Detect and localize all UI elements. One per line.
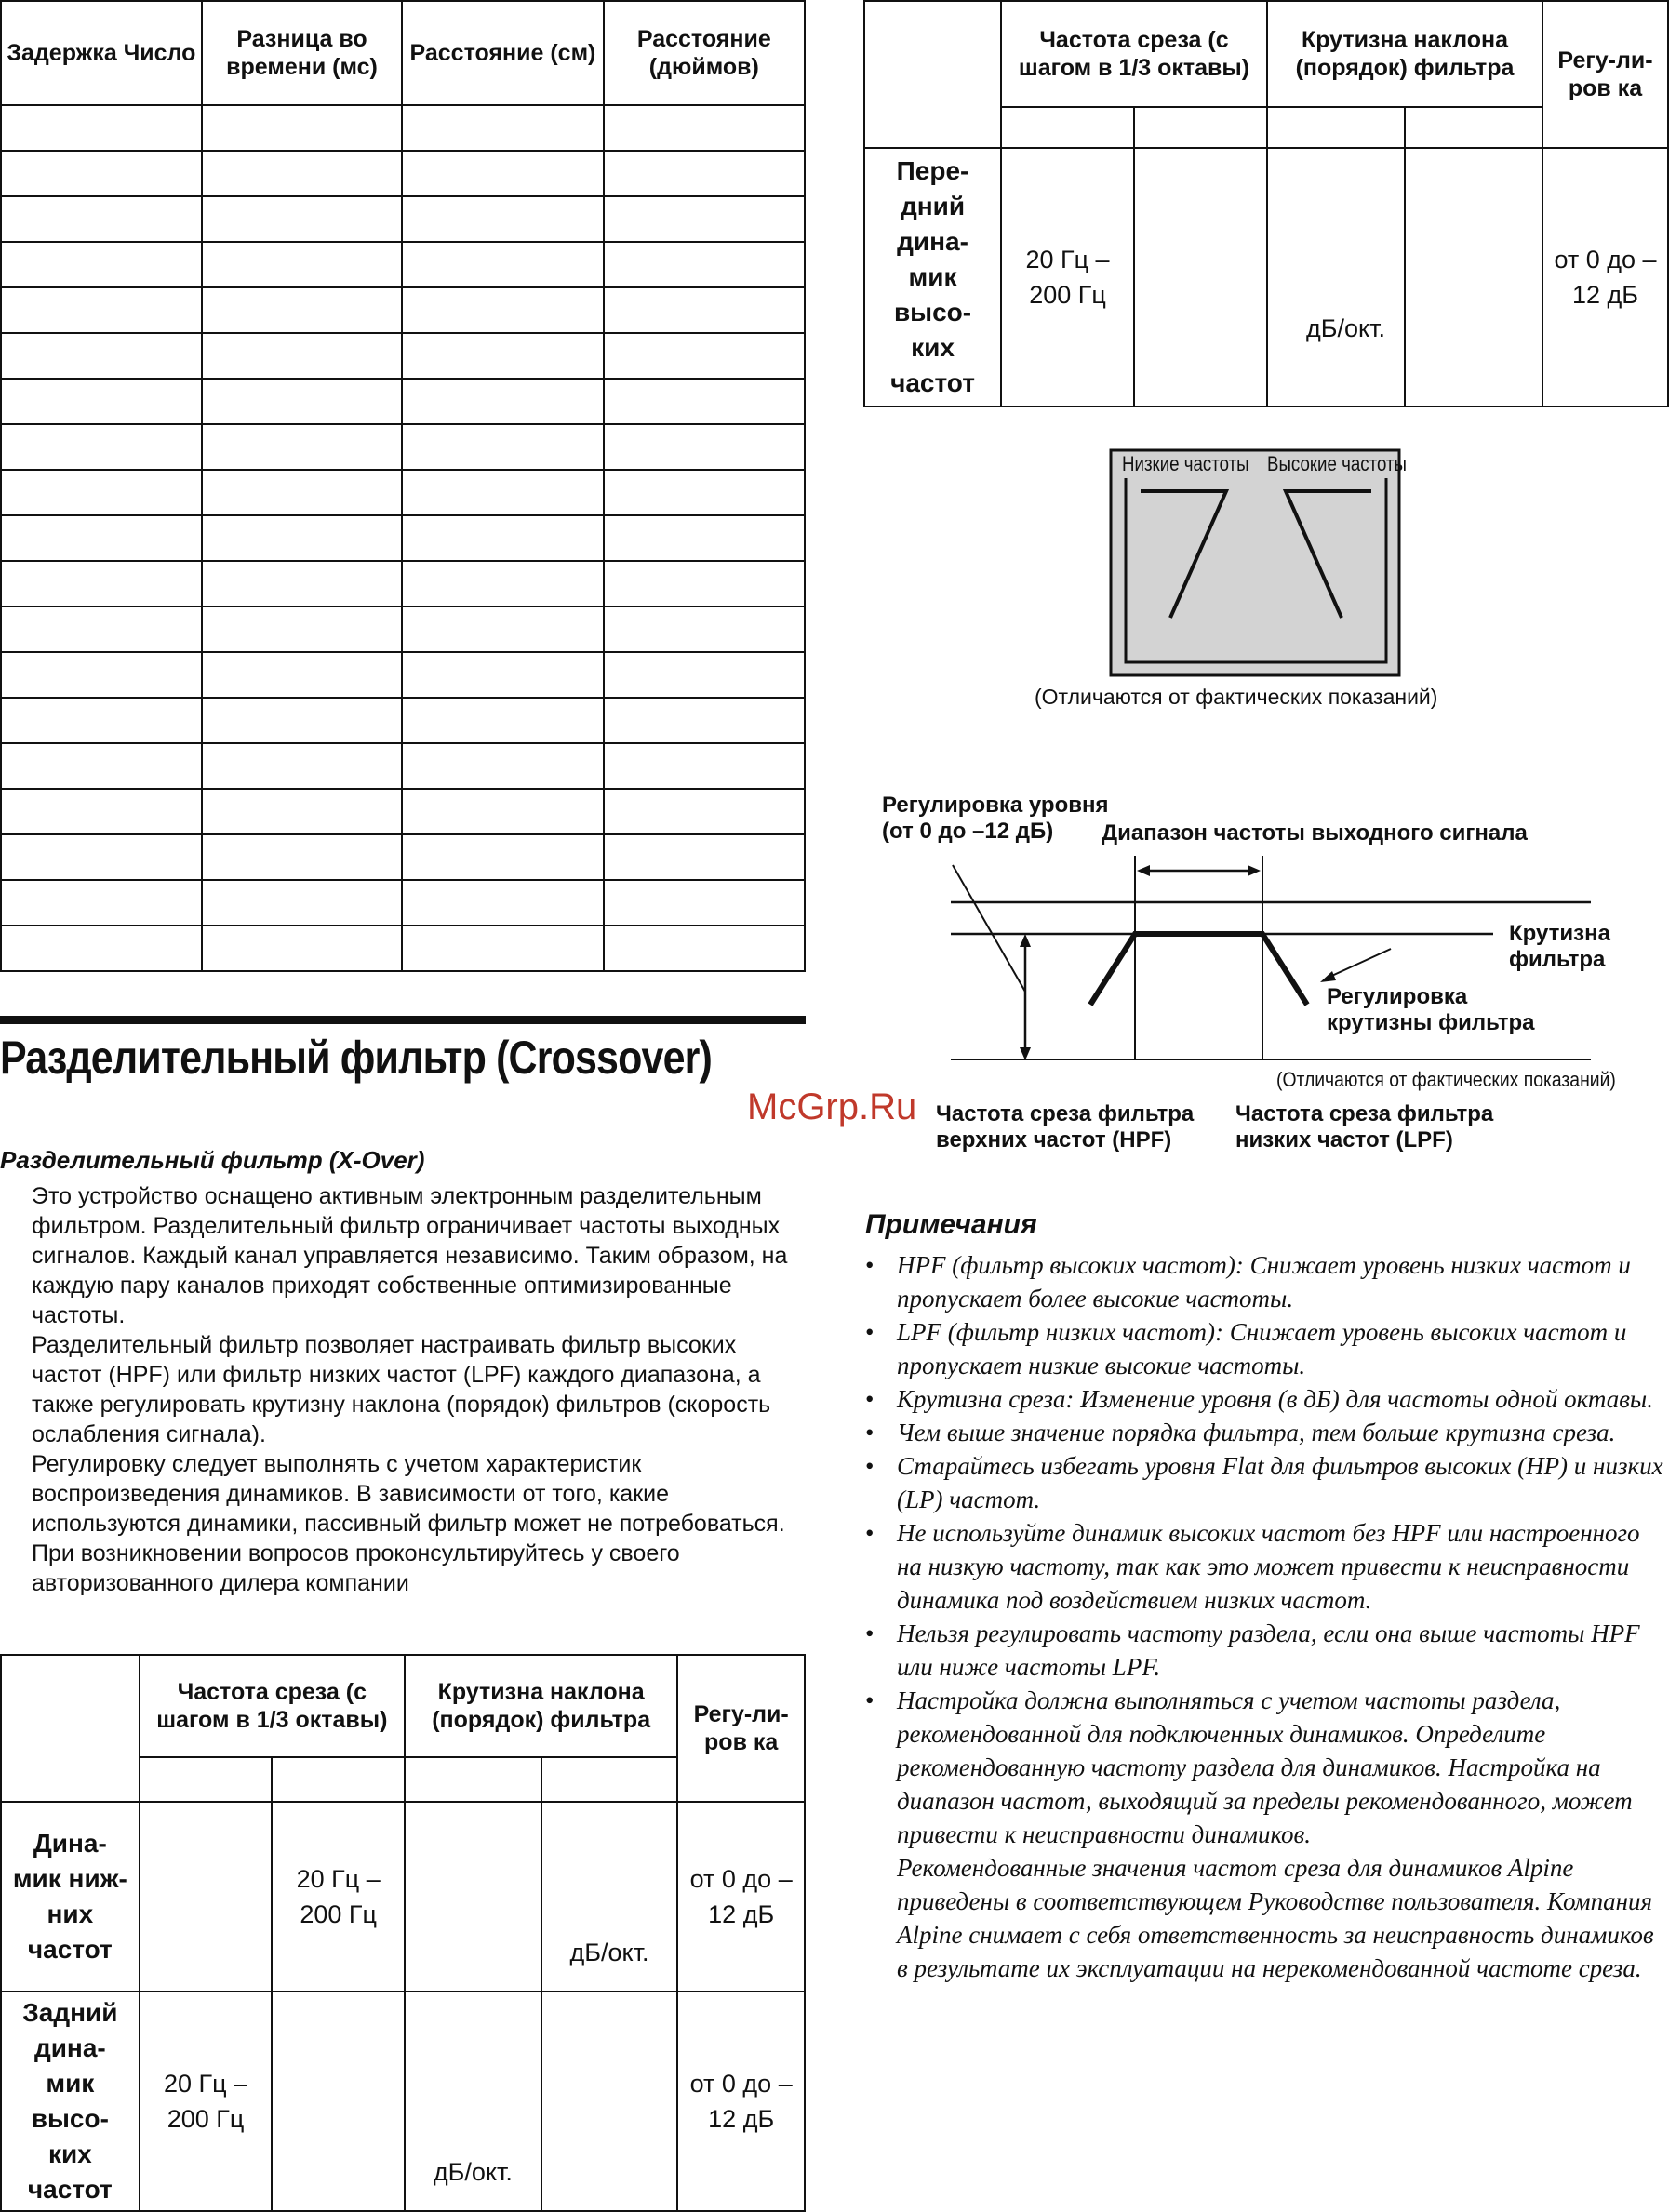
table-cell (402, 333, 603, 379)
slope-empty-cell (541, 1992, 678, 2211)
subheader-cell (541, 1757, 678, 1802)
table-cell (604, 242, 805, 287)
table-cell (604, 333, 805, 379)
slope-empty-cell (1405, 148, 1542, 406)
table-cell (202, 424, 403, 470)
filter-caption: (Отличаются от фактических показаний) (1276, 1068, 1616, 1091)
table-cell (1, 698, 202, 743)
table-row (1, 333, 805, 379)
subheader-cell (1134, 107, 1267, 148)
display-caption: (Отличаются от фактических показаний) (1035, 685, 1438, 709)
subheader-cell (1001, 107, 1134, 148)
table-cell (1, 470, 202, 515)
table-row (1, 424, 805, 470)
table-cell (402, 379, 603, 424)
table-cell (202, 105, 403, 151)
subheader-cell (405, 1757, 541, 1802)
header-time-difference: Разница во времени (мс) (202, 1, 403, 105)
table-cell (604, 515, 805, 561)
note-text: Настройка должна выполняться с учетом частоты раздела, рекомендованной для подключенных динамиков. Определите рекомендованную частоту раздела для динамиков. Настройка на диапазон частот, выходящий за пределы рекомендованного, может привести к неисправности динамиков. (897, 1686, 1633, 1848)
header-distance-cm: Расстояние (см) (402, 1, 603, 105)
table-cell (604, 789, 805, 834)
paragraph: Разделительный фильтр позволяет настраивать фильтр высоких частот (HPF) или фильтр низких частот (LPF) каждого диапазона, а также регулировать крутизну наклона (порядок) фильтров (скорость ослабления сигнала). (32, 1332, 771, 1447)
table-row (1, 789, 805, 834)
table-cell (1, 606, 202, 652)
table-cell (1, 743, 202, 789)
table-cell (202, 652, 403, 698)
table-cell (202, 561, 403, 606)
table-cell (402, 743, 603, 789)
section-body (32, 1181, 804, 1598)
level-value: от 0 до – 12 дБ (1542, 148, 1668, 406)
table-cell (402, 652, 603, 698)
delay-table-header (1, 1, 805, 105)
table-row (1, 743, 805, 789)
table-cell (604, 196, 805, 242)
table-row (1, 196, 805, 242)
table-cell (202, 470, 403, 515)
header-cutoff: Частота среза (с шагом в 1/3 октавы) (1001, 1, 1267, 107)
table-cell (604, 834, 805, 880)
row-label-rear-tweeter: Задний дина-мик высо-ких частот (1, 1992, 140, 2211)
slope-label-2: фильтра (1509, 947, 1606, 972)
table-cell (1, 424, 202, 470)
notes-list (865, 1248, 1665, 1985)
table-row (1, 1992, 805, 2211)
table-row (1, 242, 805, 287)
table-cell (1, 151, 202, 196)
front-crossover-table (863, 0, 1669, 407)
table-cell (202, 333, 403, 379)
table-cell (1, 926, 202, 971)
header-slope: Крутизна наклона (порядок) фильтра (1267, 1, 1542, 107)
low-freq-label: Низкие частоты (1122, 452, 1249, 475)
table-cell (604, 743, 805, 789)
table-row (1, 926, 805, 971)
table-cell (402, 515, 603, 561)
note-item: • Не используйте динамик высоких частот без HPF или настроенного на низкую частоту, так как это может привести к неисправности динамика под воздействием низких частот. (865, 1516, 1665, 1617)
freq-value: 20 Гц – 200 Гц (272, 1802, 405, 1992)
table-row (1, 151, 805, 196)
crossover-display-svg (1096, 443, 1403, 685)
table-cell (402, 789, 603, 834)
slope-adjust-label-2: крутизны фильтра (1327, 1010, 1535, 1035)
table-row (1, 1802, 805, 1992)
table-cell (1, 379, 202, 424)
table-cell (604, 470, 805, 515)
table-row (1, 470, 805, 515)
table-cell (202, 379, 403, 424)
table-cell (402, 561, 603, 606)
subheader-cell (1405, 107, 1542, 148)
note-item: • Нельзя регулировать частоту раздела, если она выше частоты HPF или ниже частоты LPF. (865, 1617, 1665, 1684)
table-row (1, 515, 805, 561)
table-cell (402, 880, 603, 926)
note-item: • Крутизна среза: Изменение уровня (в дБ) для частоты одной октавы. (865, 1382, 1665, 1416)
table-cell (202, 926, 403, 971)
delay-table-body (1, 105, 805, 971)
table-cell (1, 652, 202, 698)
table-cell (402, 151, 603, 196)
freq-value: 20 Гц – 200 Гц (1001, 148, 1134, 406)
table-cell (1, 242, 202, 287)
subheader-cell (140, 1757, 273, 1802)
table-cell (202, 515, 403, 561)
table-cell (202, 151, 403, 196)
header-cutoff: Частота среза (с шагом в 1/3 октавы) (140, 1655, 405, 1757)
delay-table (0, 0, 806, 972)
header-level: Регу-ли-ров ка (1542, 1, 1668, 148)
table-cell (1, 196, 202, 242)
table-cell (1, 287, 202, 333)
table-cell (402, 926, 603, 971)
high-freq-label: Высокие частоты (1267, 452, 1407, 475)
subheader-cell (1267, 107, 1405, 148)
table-row (1, 698, 805, 743)
table-cell (202, 834, 403, 880)
note-item: • Чем выше значение порядка фильтра, тем больше крутизна среза. (865, 1416, 1665, 1449)
watermark: McGrp.Ru (747, 1086, 917, 1127)
level-adjust-label: Регулировка уровня (882, 793, 1109, 818)
table-cell (1, 880, 202, 926)
table-cell (402, 698, 603, 743)
section-title: Разделительный фильтр (Crossover) (0, 1032, 712, 1084)
table-row (1, 287, 805, 333)
table-cell (202, 196, 403, 242)
row-label-woofer: Дина-мик ниж-них частот (1, 1802, 140, 1992)
section-divider (0, 1016, 806, 1024)
freq-empty-cell (272, 1992, 405, 2211)
table-cell (202, 789, 403, 834)
table-row (1, 606, 805, 652)
table-row (1, 652, 805, 698)
table-cell (1, 561, 202, 606)
header-delay-number: Задержка Число (1, 1, 202, 105)
table-cell (402, 470, 603, 515)
header-distance-inch: Расстояние (дюймов) (604, 1, 805, 105)
note-item (865, 1684, 1665, 1985)
table-row (1, 834, 805, 880)
table-cell (402, 196, 603, 242)
paragraph: Регулировку следует выполнять с учетом характеристик воспроизведения динамиков. В зависимости от того, какие используются динамики, пассивный фильтр может не потребоваться. При возникновении вопросов проконсультируйтесь у своего авторизованного дилера компании (32, 1451, 785, 1596)
header-level: Регу-ли-ров ка (677, 1655, 805, 1802)
note-extra-text: Рекомендованные значения частот среза для динамиков Alpine приведены в соответствующем Руководстве пользователя. Компания Alpine снимает с себя ответственность за неисправность динамиков в результате их эксплуатации на нерекомендованной частоте среза. (897, 1854, 1654, 1982)
slope-unit: дБ/окт. (1267, 148, 1405, 406)
note-item: • LPF (фильтр низких частот): Снижает уровень высоких частот и пропускает низкие высокие частоты. (865, 1315, 1665, 1382)
level-range-label: (от 0 до –12 дБ) (882, 819, 1054, 844)
slope-unit: дБ/окт. (541, 1802, 678, 1992)
freq-empty-cell (140, 1802, 273, 1992)
table-cell (402, 105, 603, 151)
table-cell (202, 287, 403, 333)
table-cell (604, 287, 805, 333)
table-cell (604, 379, 805, 424)
table-cell (402, 834, 603, 880)
table-row (1, 379, 805, 424)
table-cell (604, 424, 805, 470)
table-cell (202, 242, 403, 287)
table-cell (402, 242, 603, 287)
table-row (1, 880, 805, 926)
table-cell (202, 880, 403, 926)
lpf-label-2: низких частот (LPF) (1235, 1127, 1453, 1153)
table-cell (202, 698, 403, 743)
table-cell (604, 926, 805, 971)
table-cell (604, 151, 805, 196)
row-label-front-tweeter: Пере-дний дина-мик высо-ких частот (864, 148, 1001, 406)
subheader-cell (272, 1757, 405, 1802)
rear-crossover-table (0, 1654, 806, 2212)
freq-empty-cell (1134, 148, 1267, 406)
hpf-label: Частота среза фильтра (936, 1101, 1195, 1126)
note-item: • HPF (фильтр высоких частот): Снижает уровень низких частот и пропускает более высокие частоты. (865, 1248, 1665, 1315)
header-slope: Крутизна наклона (порядок) фильтра (405, 1655, 677, 1757)
table-cell (604, 561, 805, 606)
output-range-label: Диапазон частоты выходного сигнала (1102, 820, 1528, 846)
table-row (1, 105, 805, 151)
table-row (1, 561, 805, 606)
table-cell (1, 333, 202, 379)
level-value: от 0 до – 12 дБ (677, 1992, 805, 2211)
table-cell (402, 606, 603, 652)
table-cell (1, 789, 202, 834)
table-cell (604, 880, 805, 926)
table-cell (604, 652, 805, 698)
lpf-label: Частота среза фильтра (1235, 1101, 1494, 1126)
level-value: от 0 до – 12 дБ (677, 1802, 805, 1992)
table-cell (1, 834, 202, 880)
table-cell (604, 606, 805, 652)
notes-title: Примечания (865, 1209, 1037, 1240)
paragraph: Это устройство оснащено активным электронным разделительным фильтром. Разделительный фильтр ограничивает частоты выходных сигналов. Каждый канал управляется независимо. Таким образом, на каждую пару каналов приходят собственные оптимизированные частоты. (32, 1183, 788, 1328)
freq-value: 20 Гц – 200 Гц (140, 1992, 273, 2211)
table-cell (604, 105, 805, 151)
hpf-label-2: верхних частот (HPF) (936, 1127, 1172, 1153)
table-cell (1, 515, 202, 561)
table-cell (604, 698, 805, 743)
table-cell (202, 743, 403, 789)
slope-empty-cell (405, 1802, 541, 1992)
section-subtitle: Разделительный фильтр (X-Over) (0, 1146, 425, 1174)
table-cell (202, 606, 403, 652)
corner-cell (864, 1, 1001, 148)
table-cell (1, 105, 202, 151)
slope-label: Крутизна (1509, 921, 1610, 946)
note-item: • Старайтесь избегать уровня Flat для фильтров высоких (HP) и низких (LP) частот. (865, 1449, 1665, 1516)
corner-cell (1, 1655, 140, 1802)
slope-adjust-label: Регулировка (1327, 984, 1468, 1009)
table-cell (402, 424, 603, 470)
table-cell (402, 287, 603, 333)
slope-unit: дБ/окт. (405, 1992, 541, 2211)
